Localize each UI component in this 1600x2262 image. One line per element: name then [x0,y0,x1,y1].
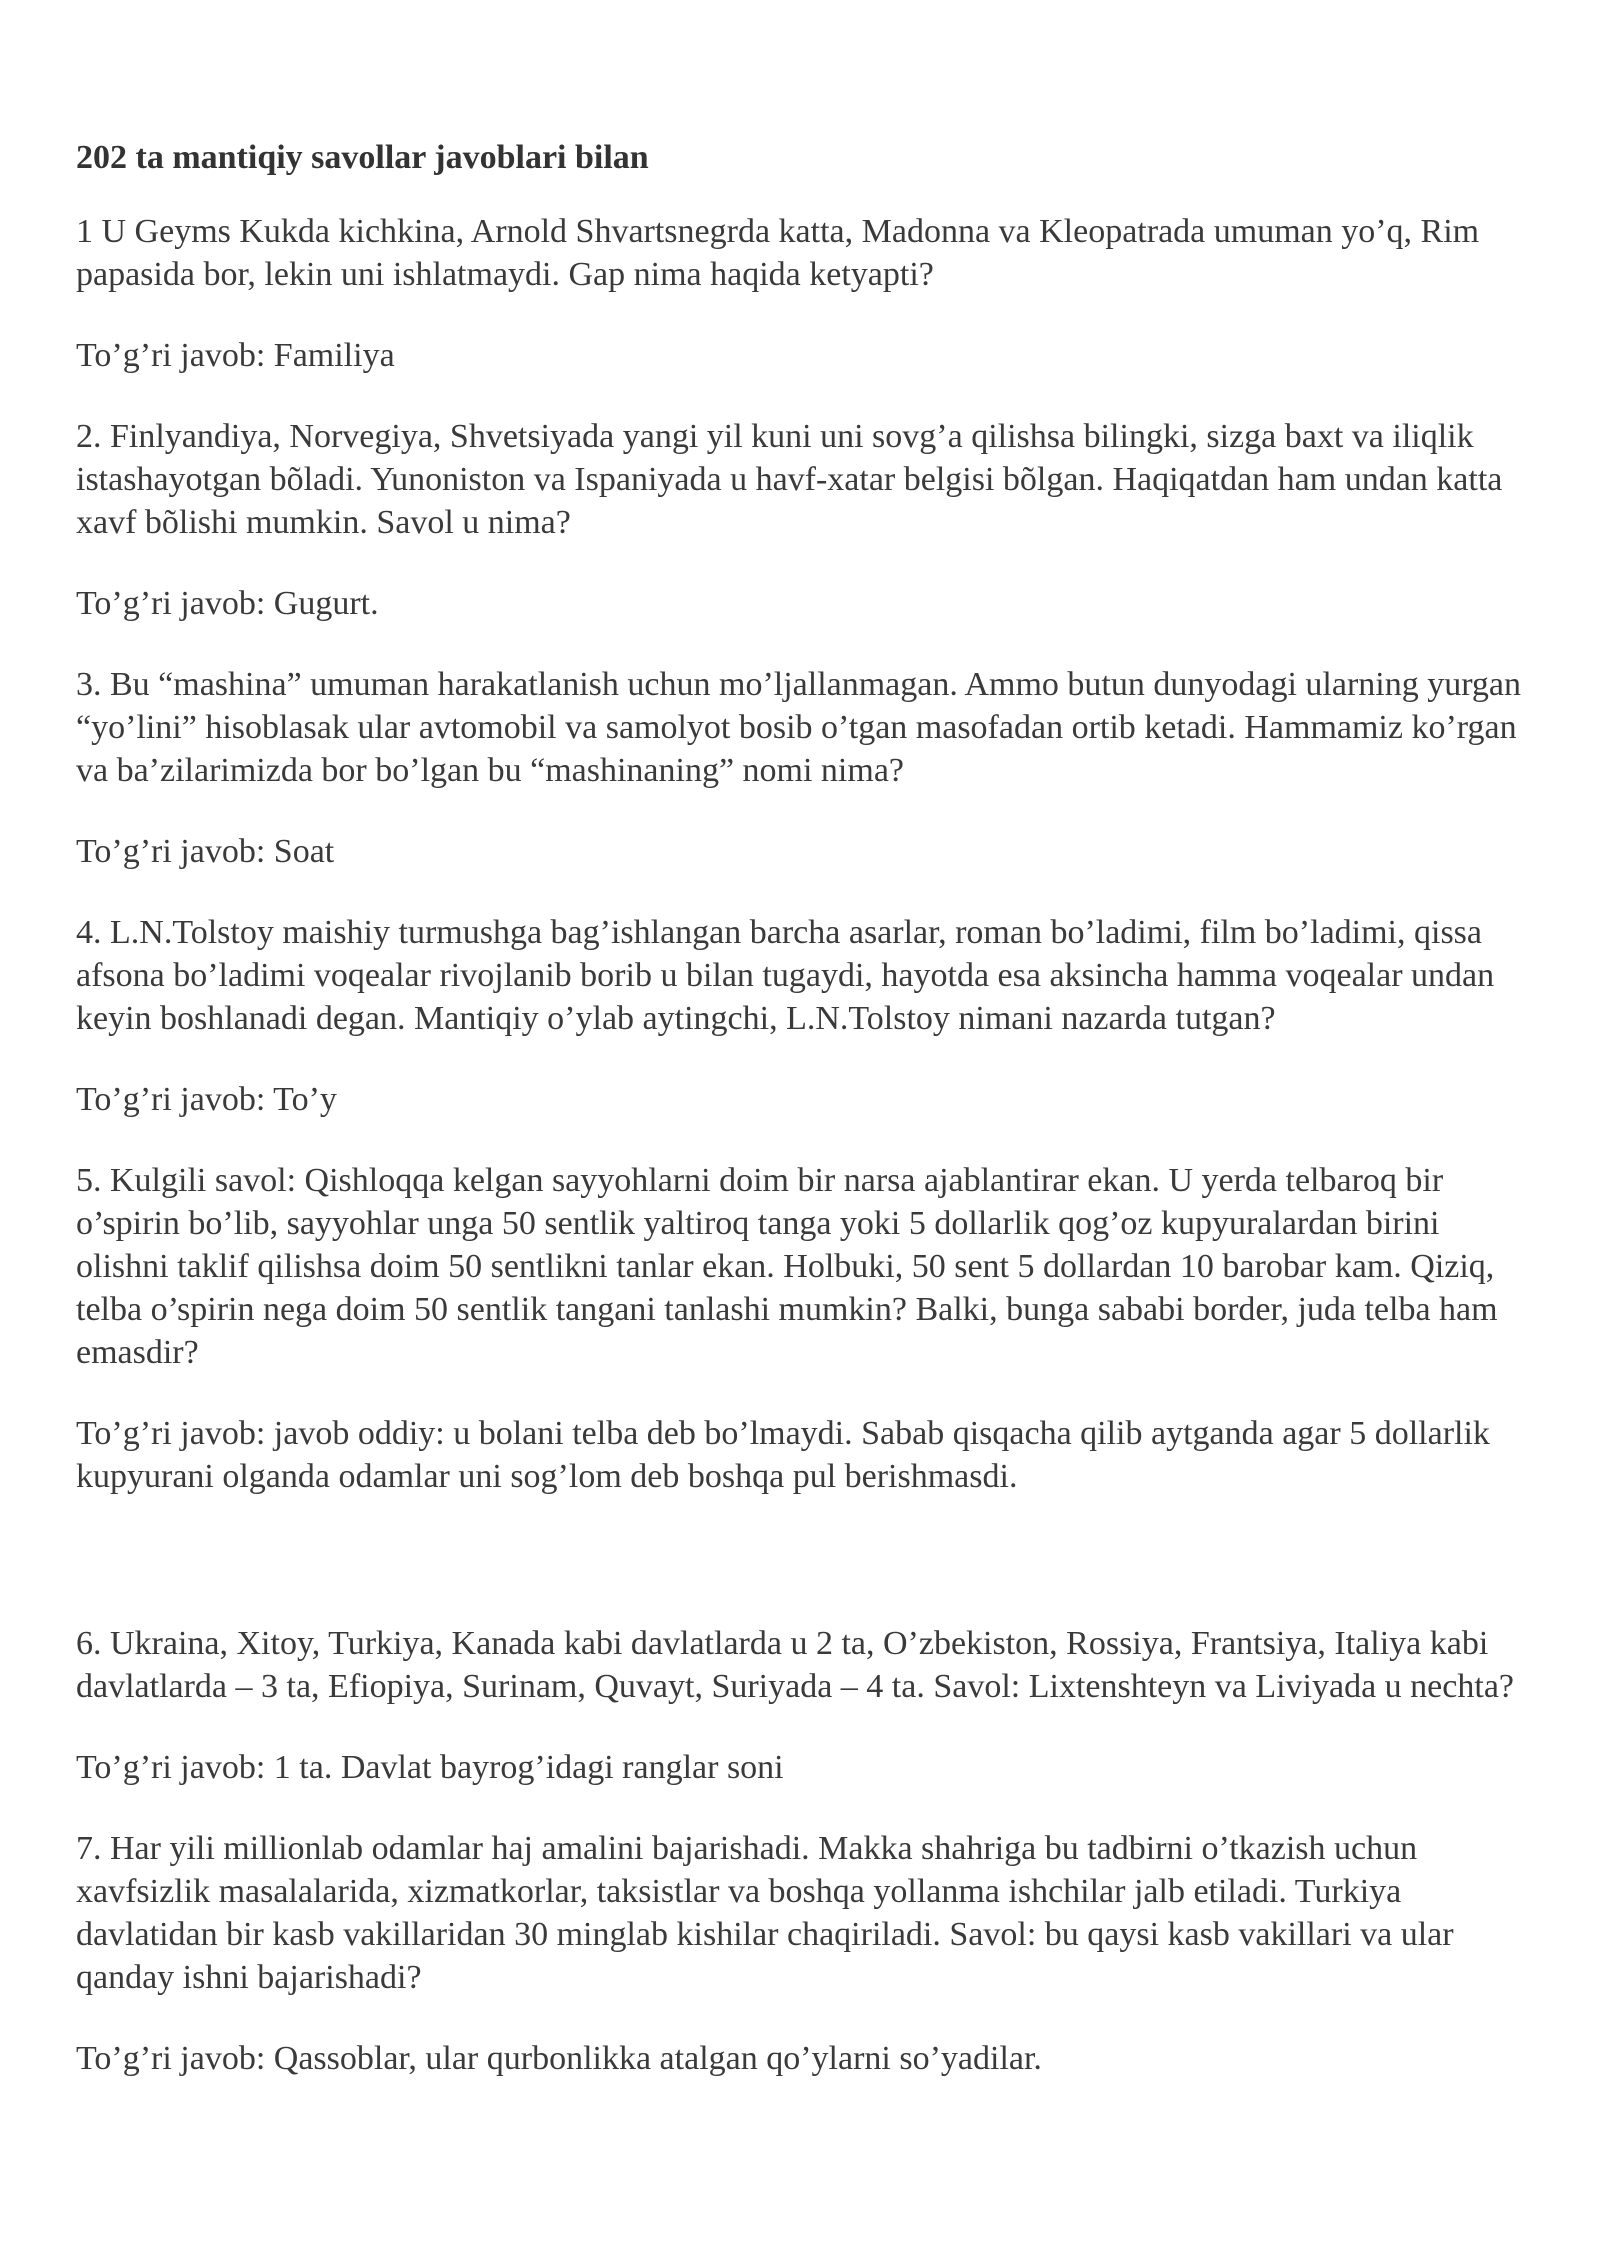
question-7: 7. Har yili millionlab odamlar haj amalini bajarishadi. Makka shahriga bu tadbirni o’tkazish uchun xavfsizlik masalalarida, xizmatkorlar, taksistlar va boshqa yollanma ishchilar jalb etiladi. Turkiya davlatidan bir kasb vakillaridan 30 minglab kishilar chaqiriladi. Savol: bu qaysi kasb vakillari va ular qanday ishni bajarishadi? [76,1830,1454,1997]
question-1: 1 U Geyms Kukda kichkina, Arnold Shvartsnegrda katta, Madonna va Kleopatrada umuman yo’q, Rim papasida bor, lekin uni ishlatmaydi. Gap nima haqida ketyapti? [76,213,1480,294]
answer-6: To’g’ri javob: 1 ta. Davlat bayrog’idagi ranglar soni [76,1749,784,1787]
question-2: 2. Finlyandiya, Norvegiya, Shvetsiyada yangi yil kuni uni sovg’a qilishsa bilingki, sizga baxt va iliqlik istashayotgan bõladi. Yunoniston va Ispaniyada u havf-xatar belgisi bõlgan. Haqiqatdan ham undan katta xavf bõlishi mumkin. Savol u nima? [76,418,1503,542]
answer-1: To’g’ri javob: Familiya [76,337,395,375]
answer-5: To’g’ri javob: javob oddiy: u bolani telba deb bo’lmaydi. Sabab qisqacha qilib aytganda agar 5 dollarlik kupyurani olganda odamlar uni sog’lom deb boshqa pul berishmasdi. [76,1415,1490,1496]
question-3: 3. Bu “mashina” umuman harakatlanish uchun mo’ljallanmagan. Ammo butun dunyodagi ularning yurgan “yo’lini” hisoblasak ular avtomobil va samolyot bosib o’tgan masofadan ortib ketadi. Hammamiz ko’rgan va ba’zilarimizda bor bo’lgan bu “mashinaning” nomi nima? [76,666,1522,790]
question-5: 5. Kulgili savol: Qishloqqa kelgan sayyohlarni doim bir narsa ajablantirar ekan. U yerda telbaroq bir o’spirin bo’lib, sayyohlar unga 50 sentlik yaltiroq tanga yoki 5 dollarlik qog’oz kupyuralardan birini olishni taklif qilishsa doim 50 sentlikni tanlar ekan. Holbuki, 50 sent 5 dollardan 10 barobar kam. Qiziq, telba o’spirin nega doim 50 sentlik tangani tanlashi mumkin? Balki, bunga sababi border, juda telba ham emasdir? [76,1162,1498,1372]
question-6: 6. Ukraina, Xitoy, Turkiya, Kanada kabi davlatlarda u 2 ta, O’zbekiston, Rossiya, Frantsiya, Italiya kabi davlatlarda – 3 ta, Efiopiya, Surinam, Quvayt, Suriyada – 4 ta. Savol: Lixtenshteyn va Liviyada u nechta? [76,1625,1514,1706]
answer-4: To’g’ri javob: To’y [76,1081,337,1119]
answer-3: To’g’ri javob: Soat [76,833,335,871]
answer-7: To’g’ri javob: Qassoblar, ular qurbonlikka atalgan qo’ylarni so’yadilar. [76,2040,1042,2078]
spacer [76,1536,1524,1622]
answer-2: To’g’ri javob: Gugurt. [76,585,379,623]
document-title: 202 ta mantiqiy savollar javoblari bilan [76,139,649,176]
question-4: 4. L.N.Tolstoy maishiy turmushga bag’ishlangan barcha asarlar, roman bo’ladimi, film bo’ladimi, qissa afsona bo’ladimi voqealar rivojlanib borib u bilan tugaydi, hayotda esa aksincha hamma voqealar undan keyin boshlanadi degan. Mantiqiy o’ylab aytingchi, L.N.Tolstoy nimani nazarda tutgan? [76,914,1495,1038]
